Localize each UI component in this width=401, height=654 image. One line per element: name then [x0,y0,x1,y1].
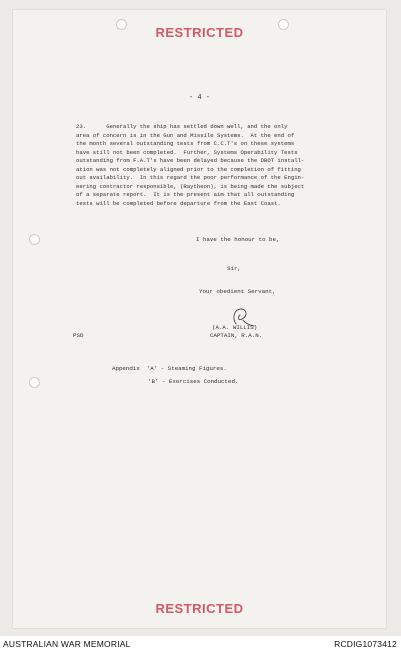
page-number: - 4 - [188,94,210,102]
document-page [13,10,386,628]
paragraph-line: have still not been completed. Further, Systems Operability Tests [76,148,298,156]
paragraph-line: the month several outstanding tests from C.C.T's on these systems [76,140,295,147]
closing-salutation: Sir, [227,265,241,272]
appendix-b: 'B' - Exercises Conducted. [148,378,239,385]
typist-initials: PSD [73,332,84,339]
paragraph-line: tests will be completed before departure from the East Coast. [76,199,281,207]
paragraph-line: out availability. In this regard the poor performance of the Engin- [76,174,305,181]
footer-record-id: RCDIG1073412 [334,639,397,649]
punch-hole [29,234,40,245]
signatory-rank: CAPTAIN, R.A.N. [210,332,263,339]
restricted-stamp-bottom: RESTRICTED [155,601,244,616]
paragraph-line: area of concern is in the Gun and Missile Systems. At the end of [76,131,295,139]
punch-hole [29,377,40,388]
paragraph-line: outstanding from F.A.T's have been delayed because the DBOT install- [76,157,305,164]
paragraph-line: ation was not completely aligned prior to the completion of fitting [76,165,301,173]
paragraph-23 [76,123,346,208]
paragraph-line: 23. Generally the ship has settled down well, and the only [76,123,288,130]
footer-source: AUSTRALIAN WAR MEMORIAL [3,639,131,649]
paragraph-line: eering contractor responsible, (Raytheon), is being made the subject [76,182,305,190]
restricted-stamp-top: RESTRICTED [155,25,244,40]
closing-servant: Your obedient Servant, [199,288,276,295]
signatory-name: (A.A. WILLIS) [212,324,258,331]
appendix-a: Appendix 'A' - Steaming Figures. [112,365,227,372]
paragraph-line: of a separate report. It is the present aim that all outstanding [76,191,295,198]
closing-honour: I have the honour to be, [196,236,280,243]
